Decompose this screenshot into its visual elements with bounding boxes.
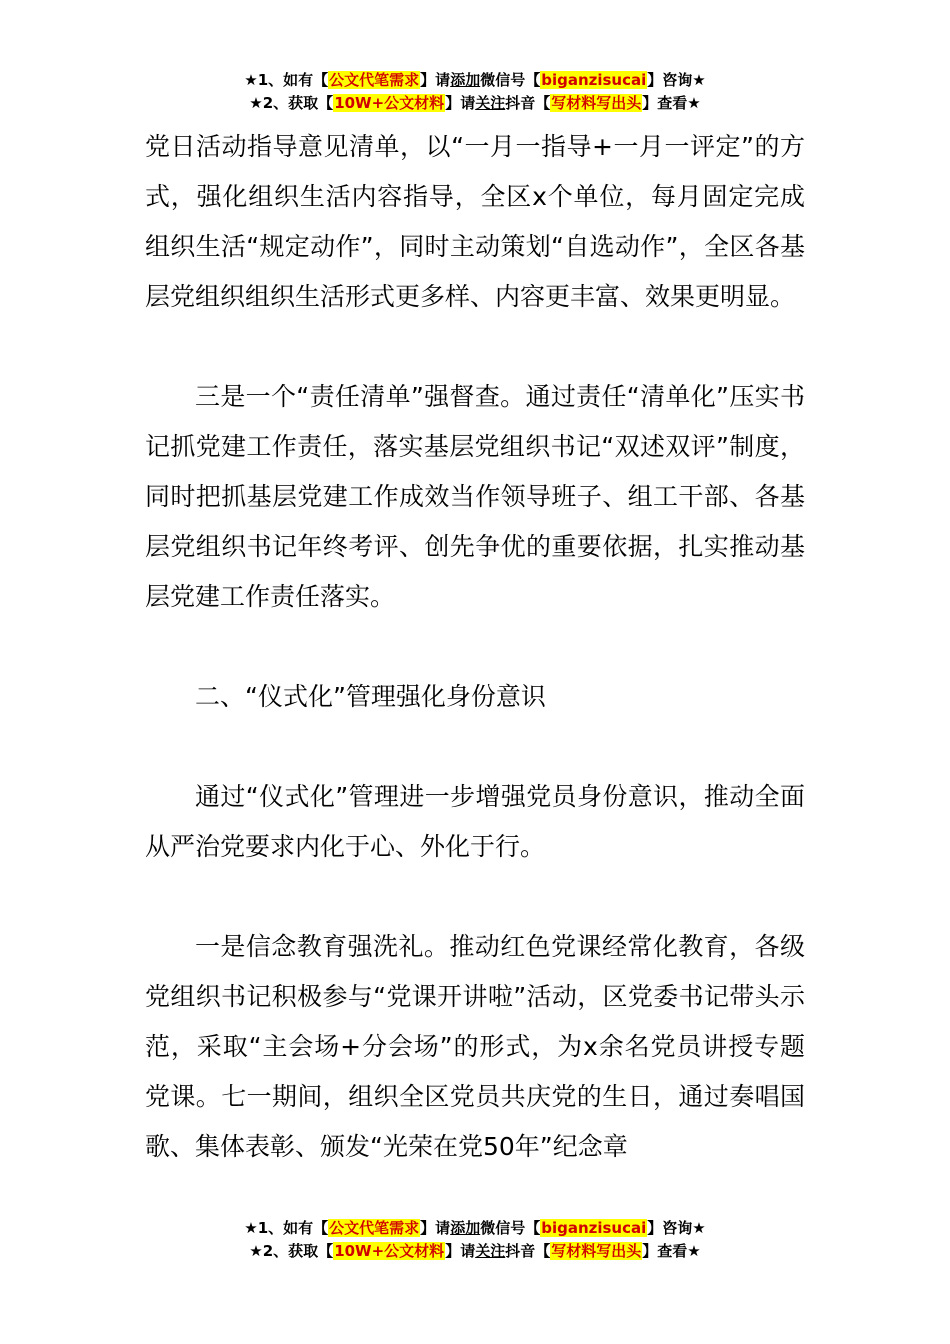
- banner-underlined-text: 关注: [475, 1242, 506, 1260]
- header-banner: [0, 70, 950, 116]
- footer-banner: [0, 1218, 950, 1264]
- paragraph-2: 三是一个“责任清单”强督查。通过责任“清单化”压实书记抓党建工作责任，落实基层党组织书记“双述双评”制度，同时把抓基层党建工作成效当作领导班子、组工干部、各基层党组织书记年终考评、创先争优的重要依据，扎实推动基层党建工作责任落实。: [145, 382, 805, 611]
- banner-text: 】咨询★: [647, 1219, 706, 1237]
- banner-underlined-text: 添加: [450, 1219, 481, 1237]
- paragraph-3: 通过“仪式化”管理进一步增强党员身份意识，推动全面从严治党要求内化于心、外化于行。: [145, 782, 805, 861]
- banner-text: 微信号【: [480, 71, 541, 89]
- banner-highlight: biganzisucai: [541, 71, 647, 89]
- banner-line-2: [0, 93, 950, 116]
- banner-highlight: 公文代笔需求: [329, 71, 420, 89]
- banner-text: 】请: [420, 1219, 451, 1237]
- paragraph-gap: [145, 622, 805, 672]
- banner-line-1: [0, 70, 950, 93]
- paragraph-4: 一是信念教育强洗礼。推动红色党课经常化教育，各级党组织书记积极参与“党课开讲啦”活动，区党委书记带头示范，采取“主会场+分会场”的形式，为x余名党员讲授专题党课。七一期间，组织全区党员共庆党的生日，通过奏唱国歌、集体表彰、颁发“光荣在党50年”纪念章: [145, 932, 805, 1161]
- paragraph-gap: [145, 722, 805, 772]
- banner-text: 】请: [445, 1242, 476, 1260]
- banner-text: 】请: [445, 94, 476, 112]
- banner-text: 】咨询★: [647, 71, 706, 89]
- banner-highlight: 10W+公文材料: [334, 94, 445, 112]
- document-body: [145, 122, 805, 1172]
- banner-highlight: 10W+公文材料: [334, 1242, 445, 1260]
- banner-underlined-text: 添加: [450, 71, 481, 89]
- paragraph-gap: [145, 322, 805, 372]
- banner-text: 微信号【: [480, 1219, 541, 1237]
- paragraph-1: 党日活动指导意见清单，以“一月一指导+一月一评定”的方式，强化组织生活内容指导，全区x个单位，每月固定完成组织生活“规定动作”，同时主动策划“自选动作”，全区各基层党组织组织生活形式更多样、内容更丰富、效果更明显。: [145, 132, 805, 311]
- banner-line-2: [0, 1241, 950, 1264]
- banner-text: 】查看★: [642, 1242, 701, 1260]
- banner-text: 抖音【: [505, 1242, 551, 1260]
- banner-text: ★1、如有【: [244, 71, 329, 89]
- banner-text: ★2、获取【: [249, 1242, 334, 1260]
- paragraph-gap: [145, 872, 805, 922]
- banner-text: 】请: [420, 71, 451, 89]
- banner-highlight: 写材料写出头: [551, 94, 642, 112]
- banner-text: 抖音【: [505, 94, 551, 112]
- banner-highlight: 公文代笔需求: [329, 1219, 420, 1237]
- banner-line-1: [0, 1218, 950, 1241]
- section-heading: 二、“仪式化”管理强化身份意识: [195, 682, 546, 711]
- banner-text: ★1、如有【: [244, 1219, 329, 1237]
- banner-highlight: 写材料写出头: [551, 1242, 642, 1260]
- banner-underlined-text: 关注: [475, 94, 506, 112]
- banner-text: 】查看★: [642, 94, 701, 112]
- banner-text: ★2、获取【: [249, 94, 334, 112]
- banner-highlight: biganzisucai: [541, 1219, 647, 1237]
